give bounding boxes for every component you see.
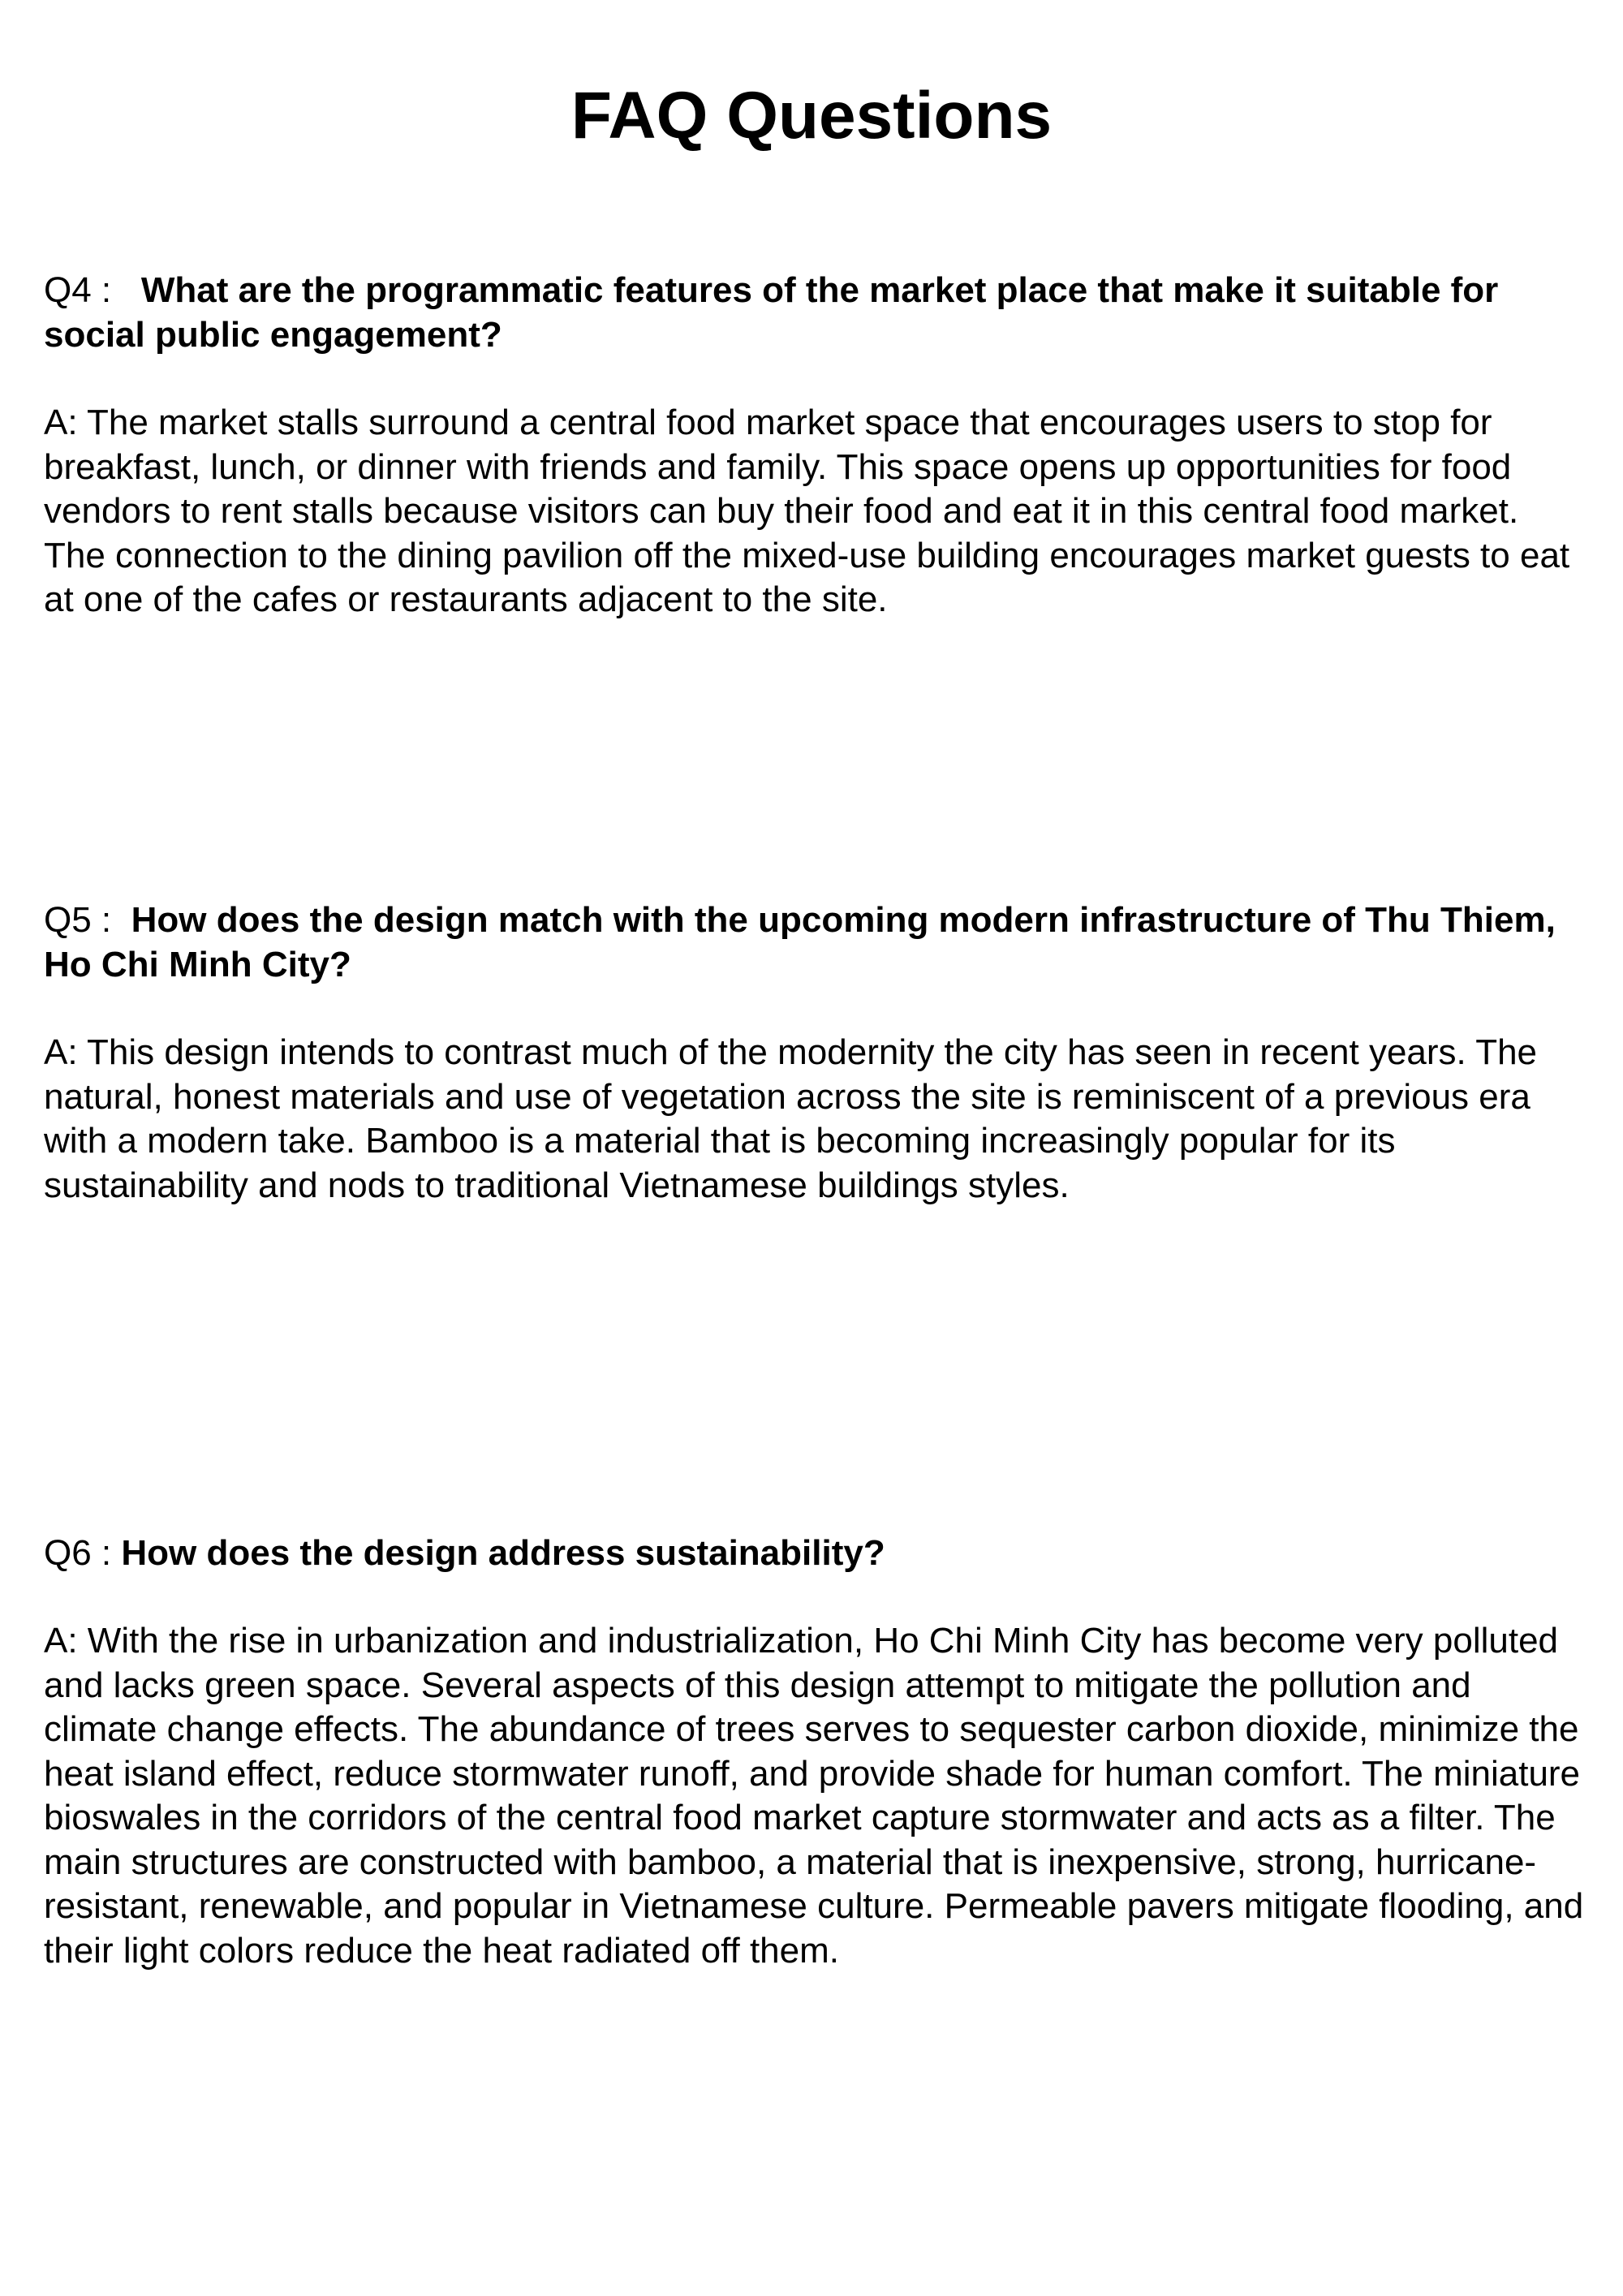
question-label: Q5 : — [44, 900, 112, 940]
page-title: FAQ Questions — [570, 79, 1053, 153]
faq-item-q4 — [44, 268, 1586, 622]
question-label: Q6 : — [44, 1533, 112, 1573]
faq-answer: A: This design intends to contrast much of the modernity the city has seen in recent years. The natural, honest materials and use of vegetation across the site is reminiscent of a previous era with a modern take. Bamboo is a material that is becoming increasingly popular for its sustainability and nods to traditional Vietnamese buildings styles. — [44, 1032, 1538, 1205]
faq-question — [44, 268, 1586, 357]
question-label: Q4 : — [44, 270, 112, 310]
faq-question — [44, 1531, 1586, 1575]
question-text: How does the design address sustainability? — [121, 1533, 885, 1573]
question-text: What are the programmatic features of the market place that make it suitable for social public engagement? — [44, 270, 1499, 355]
faq-answer: A: The market stalls surround a central food market space that encourages users to stop for breakfast, lunch, or dinner with friends and family. This space opens up opportunities for food vendors to rent stalls because visitors can buy their food and eat it in this central food market. The connection to the dining pavilion off the mixed-use building encourages market guests to eat at one of the cafes or restaurants adjacent to the site. — [44, 403, 1570, 619]
faq-answer: A: With the rise in urbanization and industrialization, Ho Chi Minh City has become very polluted and lacks green space. Several aspects of this design attempt to mitigate the pollution and climate change effects. The abundance of trees serves to sequester carbon dioxide, minimize the heat island effect, reduce stormwater runoff, and provide shade for human comfort. The miniature bioswales in the corridors of the central food market capture stormwater and acts as a filter. The main structures are constructed with bamboo, a material that is inexpensive, strong, hurricane-resistant, renewable, and popular in Vietnamese culture. Permeable pavers mitigate flooding, and their light colors reduce the heat radiated off them. — [44, 1621, 1584, 1971]
faq-item-q5 — [44, 898, 1586, 1208]
question-text: How does the design match with the upcoming modern infrastructure of Thu Thiem, Ho Chi Minh City? — [44, 900, 1556, 984]
faq-item-q6 — [44, 1531, 1586, 1973]
faq-question — [44, 898, 1586, 987]
